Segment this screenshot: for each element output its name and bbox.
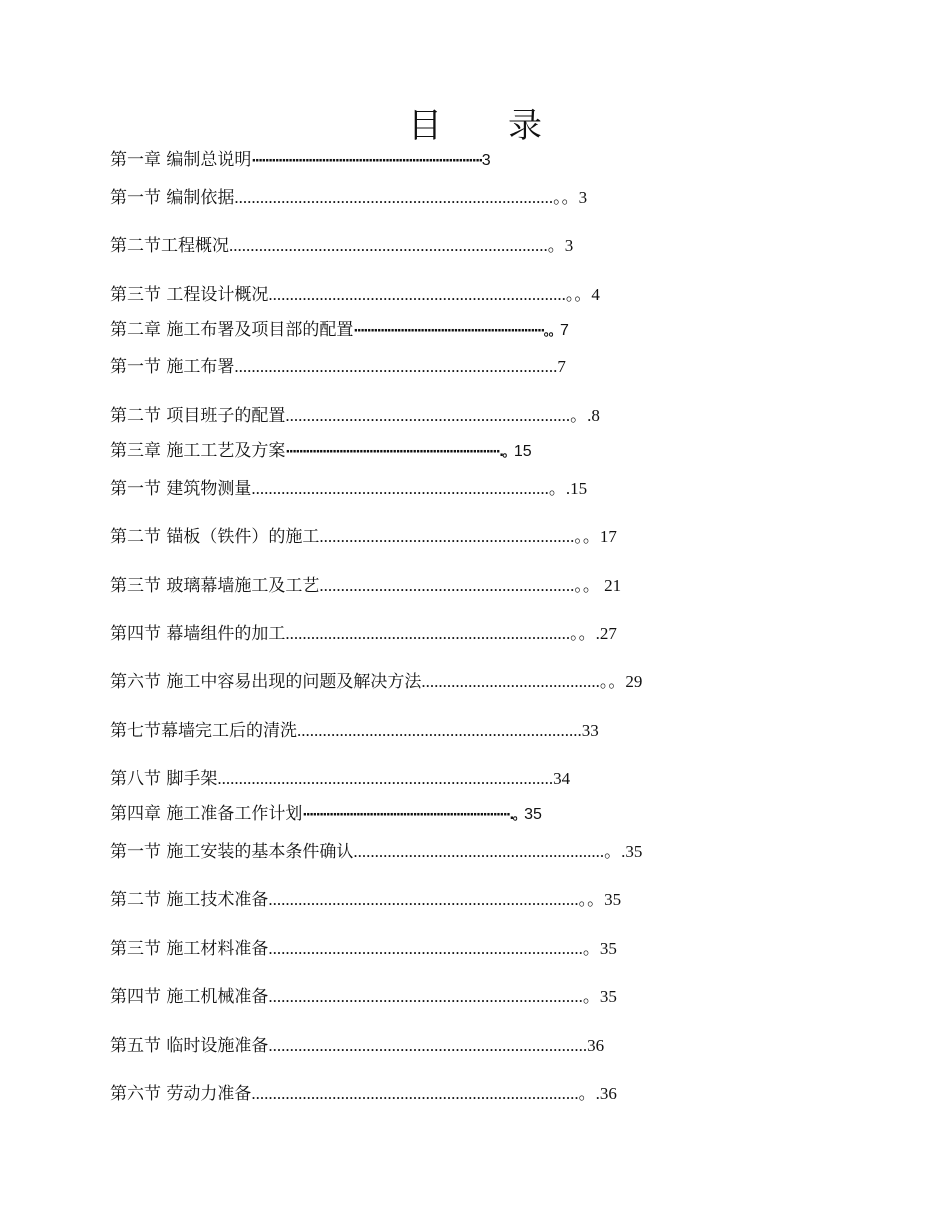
title-char-2: 录 bbox=[508, 106, 542, 146]
toc-page-number: 35 bbox=[625, 842, 643, 861]
toc-entry-label: 第一节 施工安装的基本条件确认 bbox=[110, 842, 354, 862]
toc-entry[interactable] bbox=[110, 355, 566, 379]
toc-entry-label: 第三章 施工工艺及方案 bbox=[110, 441, 286, 461]
toc-page-number: 36 bbox=[587, 1036, 605, 1055]
toc-leader: ............................................................................... bbox=[217, 769, 554, 788]
toc-entry[interactable] bbox=[110, 525, 617, 549]
toc-leader: ............................................................。。 bbox=[319, 576, 605, 595]
toc-page-number: 15 bbox=[513, 443, 532, 460]
toc-entry-label: 第三节 工程设计概况 bbox=[110, 285, 269, 305]
toc-entry[interactable] bbox=[110, 888, 621, 912]
toc-entry-label: 第二章 施工布署及项目部的配置 bbox=[110, 320, 354, 340]
toc-leader: ...........................................................。. bbox=[353, 842, 626, 861]
toc-page-number: 4 bbox=[591, 285, 600, 304]
toc-page-number: 7 bbox=[560, 322, 569, 339]
toc-entry[interactable] bbox=[110, 186, 587, 210]
toc-entry[interactable] bbox=[110, 767, 570, 791]
toc-leader: ...................................................................。. bbox=[285, 406, 592, 425]
toc-page-number: 3 bbox=[578, 188, 588, 207]
toc-entry-label: 第二节 施工技术准备 bbox=[110, 890, 269, 910]
toc-page-number: 29 bbox=[625, 672, 643, 691]
toc-entry[interactable] bbox=[110, 1082, 617, 1106]
toc-entry-label: 第五节 临时设施准备 bbox=[110, 1036, 269, 1056]
toc-page-number: 27 bbox=[599, 624, 617, 643]
toc-page-number: 3 bbox=[564, 236, 574, 255]
toc-leader: .........................................................................。。 bbox=[268, 890, 605, 909]
toc-page-number: 3 bbox=[481, 152, 491, 169]
toc-leader: ·························································。。 bbox=[353, 324, 560, 339]
toc-entry[interactable] bbox=[110, 404, 600, 428]
toc-entry-label: 第一节 施工布署 bbox=[110, 357, 235, 377]
toc-entry[interactable] bbox=[110, 439, 532, 463]
toc-leader: ................................................................... bbox=[297, 721, 582, 740]
toc-page-number: 33 bbox=[581, 721, 599, 740]
toc-leader: ································································.。 bbox=[285, 445, 514, 460]
toc-leader: ...........................................................................。 bbox=[229, 236, 565, 255]
toc-page-number: 35 bbox=[524, 806, 542, 823]
toc-page-number: 7 bbox=[557, 357, 566, 376]
toc-leader: ..........................................................................。 bbox=[268, 939, 600, 958]
toc-page-number: 35 bbox=[599, 939, 617, 958]
toc-entry[interactable] bbox=[110, 477, 587, 501]
toc-leader: ...........................................................................。。 bbox=[234, 188, 579, 207]
toc-entry-label: 第三节 玻璃幕墙施工及工艺 bbox=[110, 576, 320, 596]
toc-entry-label: 第三节 施工材料准备 bbox=[110, 939, 269, 959]
toc-leader: ..........................................。。 bbox=[421, 672, 626, 691]
toc-entry-label: 第八节 脚手架 bbox=[110, 769, 218, 789]
toc-leader: ...................................................................。。. bbox=[285, 624, 600, 643]
toc-leader: ..........................................................................。 bbox=[268, 987, 600, 1006]
toc-page-number: 8 bbox=[591, 406, 600, 425]
toc-page-number: 35 bbox=[599, 987, 617, 1006]
toc-leader: ......................................................................。。 bbox=[268, 285, 592, 304]
toc-leader: ····································································· bbox=[251, 154, 482, 169]
toc-entry-label: 第六节 施工中容易出现的问题及解决方法 bbox=[110, 672, 422, 692]
toc-entry-label: 第四节 施工机械准备 bbox=[110, 987, 269, 1007]
toc-entry-label: 第四章 施工准备工作计划 bbox=[110, 804, 303, 824]
toc-entry[interactable] bbox=[110, 840, 642, 864]
title-char-1: 目 bbox=[408, 106, 442, 146]
toc-entry[interactable] bbox=[110, 574, 621, 598]
page-title bbox=[0, 98, 950, 147]
toc-entry-label: 第六节 劳动力准备 bbox=[110, 1084, 252, 1104]
toc-page-number: 35 bbox=[604, 890, 622, 909]
toc-entry[interactable] bbox=[110, 670, 642, 694]
toc-entry[interactable] bbox=[110, 283, 600, 307]
toc-leader: ........................................................................... bbox=[268, 1036, 588, 1055]
toc-page-number: 17 bbox=[599, 527, 617, 546]
toc-entry[interactable] bbox=[110, 802, 542, 826]
toc-leader: ............................................................。。 bbox=[319, 527, 600, 546]
toc-leader: ............................................................................ bbox=[234, 357, 558, 376]
toc-entry-label: 第二节 项目班子的配置 bbox=[110, 406, 286, 426]
toc-entry[interactable] bbox=[110, 985, 617, 1009]
toc-page-number: 21 bbox=[604, 576, 622, 595]
toc-leader: ······························································.。 bbox=[302, 808, 525, 823]
toc-entry[interactable] bbox=[110, 622, 617, 646]
toc-entry[interactable] bbox=[110, 234, 573, 258]
toc-entry[interactable] bbox=[110, 719, 599, 743]
toc-entry[interactable] bbox=[110, 937, 617, 961]
toc-entry-label: 第七节幕墙完工后的清洗 bbox=[110, 721, 297, 741]
toc-entry-label: 第一节 建筑物测量 bbox=[110, 479, 252, 499]
toc-entry[interactable] bbox=[110, 318, 569, 342]
toc-entry-label: 第二节工程概况 bbox=[110, 236, 229, 256]
toc-entry[interactable] bbox=[110, 1034, 604, 1058]
toc-page-number: 34 bbox=[553, 769, 571, 788]
toc-entry[interactable] bbox=[110, 148, 491, 172]
toc-page-number: 36 bbox=[599, 1084, 617, 1103]
toc-leader: ......................................................................。. bbox=[251, 479, 571, 498]
toc-entry-label: 第一节 编制依据 bbox=[110, 188, 235, 208]
toc-entry-label: 第二节 锚板（铁件）的施工 bbox=[110, 527, 320, 547]
toc-page-number: 15 bbox=[570, 479, 588, 498]
toc-entry-label: 第一章 编制总说明 bbox=[110, 150, 252, 170]
toc-leader: .............................................................................。. bbox=[251, 1084, 600, 1103]
toc-entry-label: 第四节 幕墙组件的加工 bbox=[110, 624, 286, 644]
